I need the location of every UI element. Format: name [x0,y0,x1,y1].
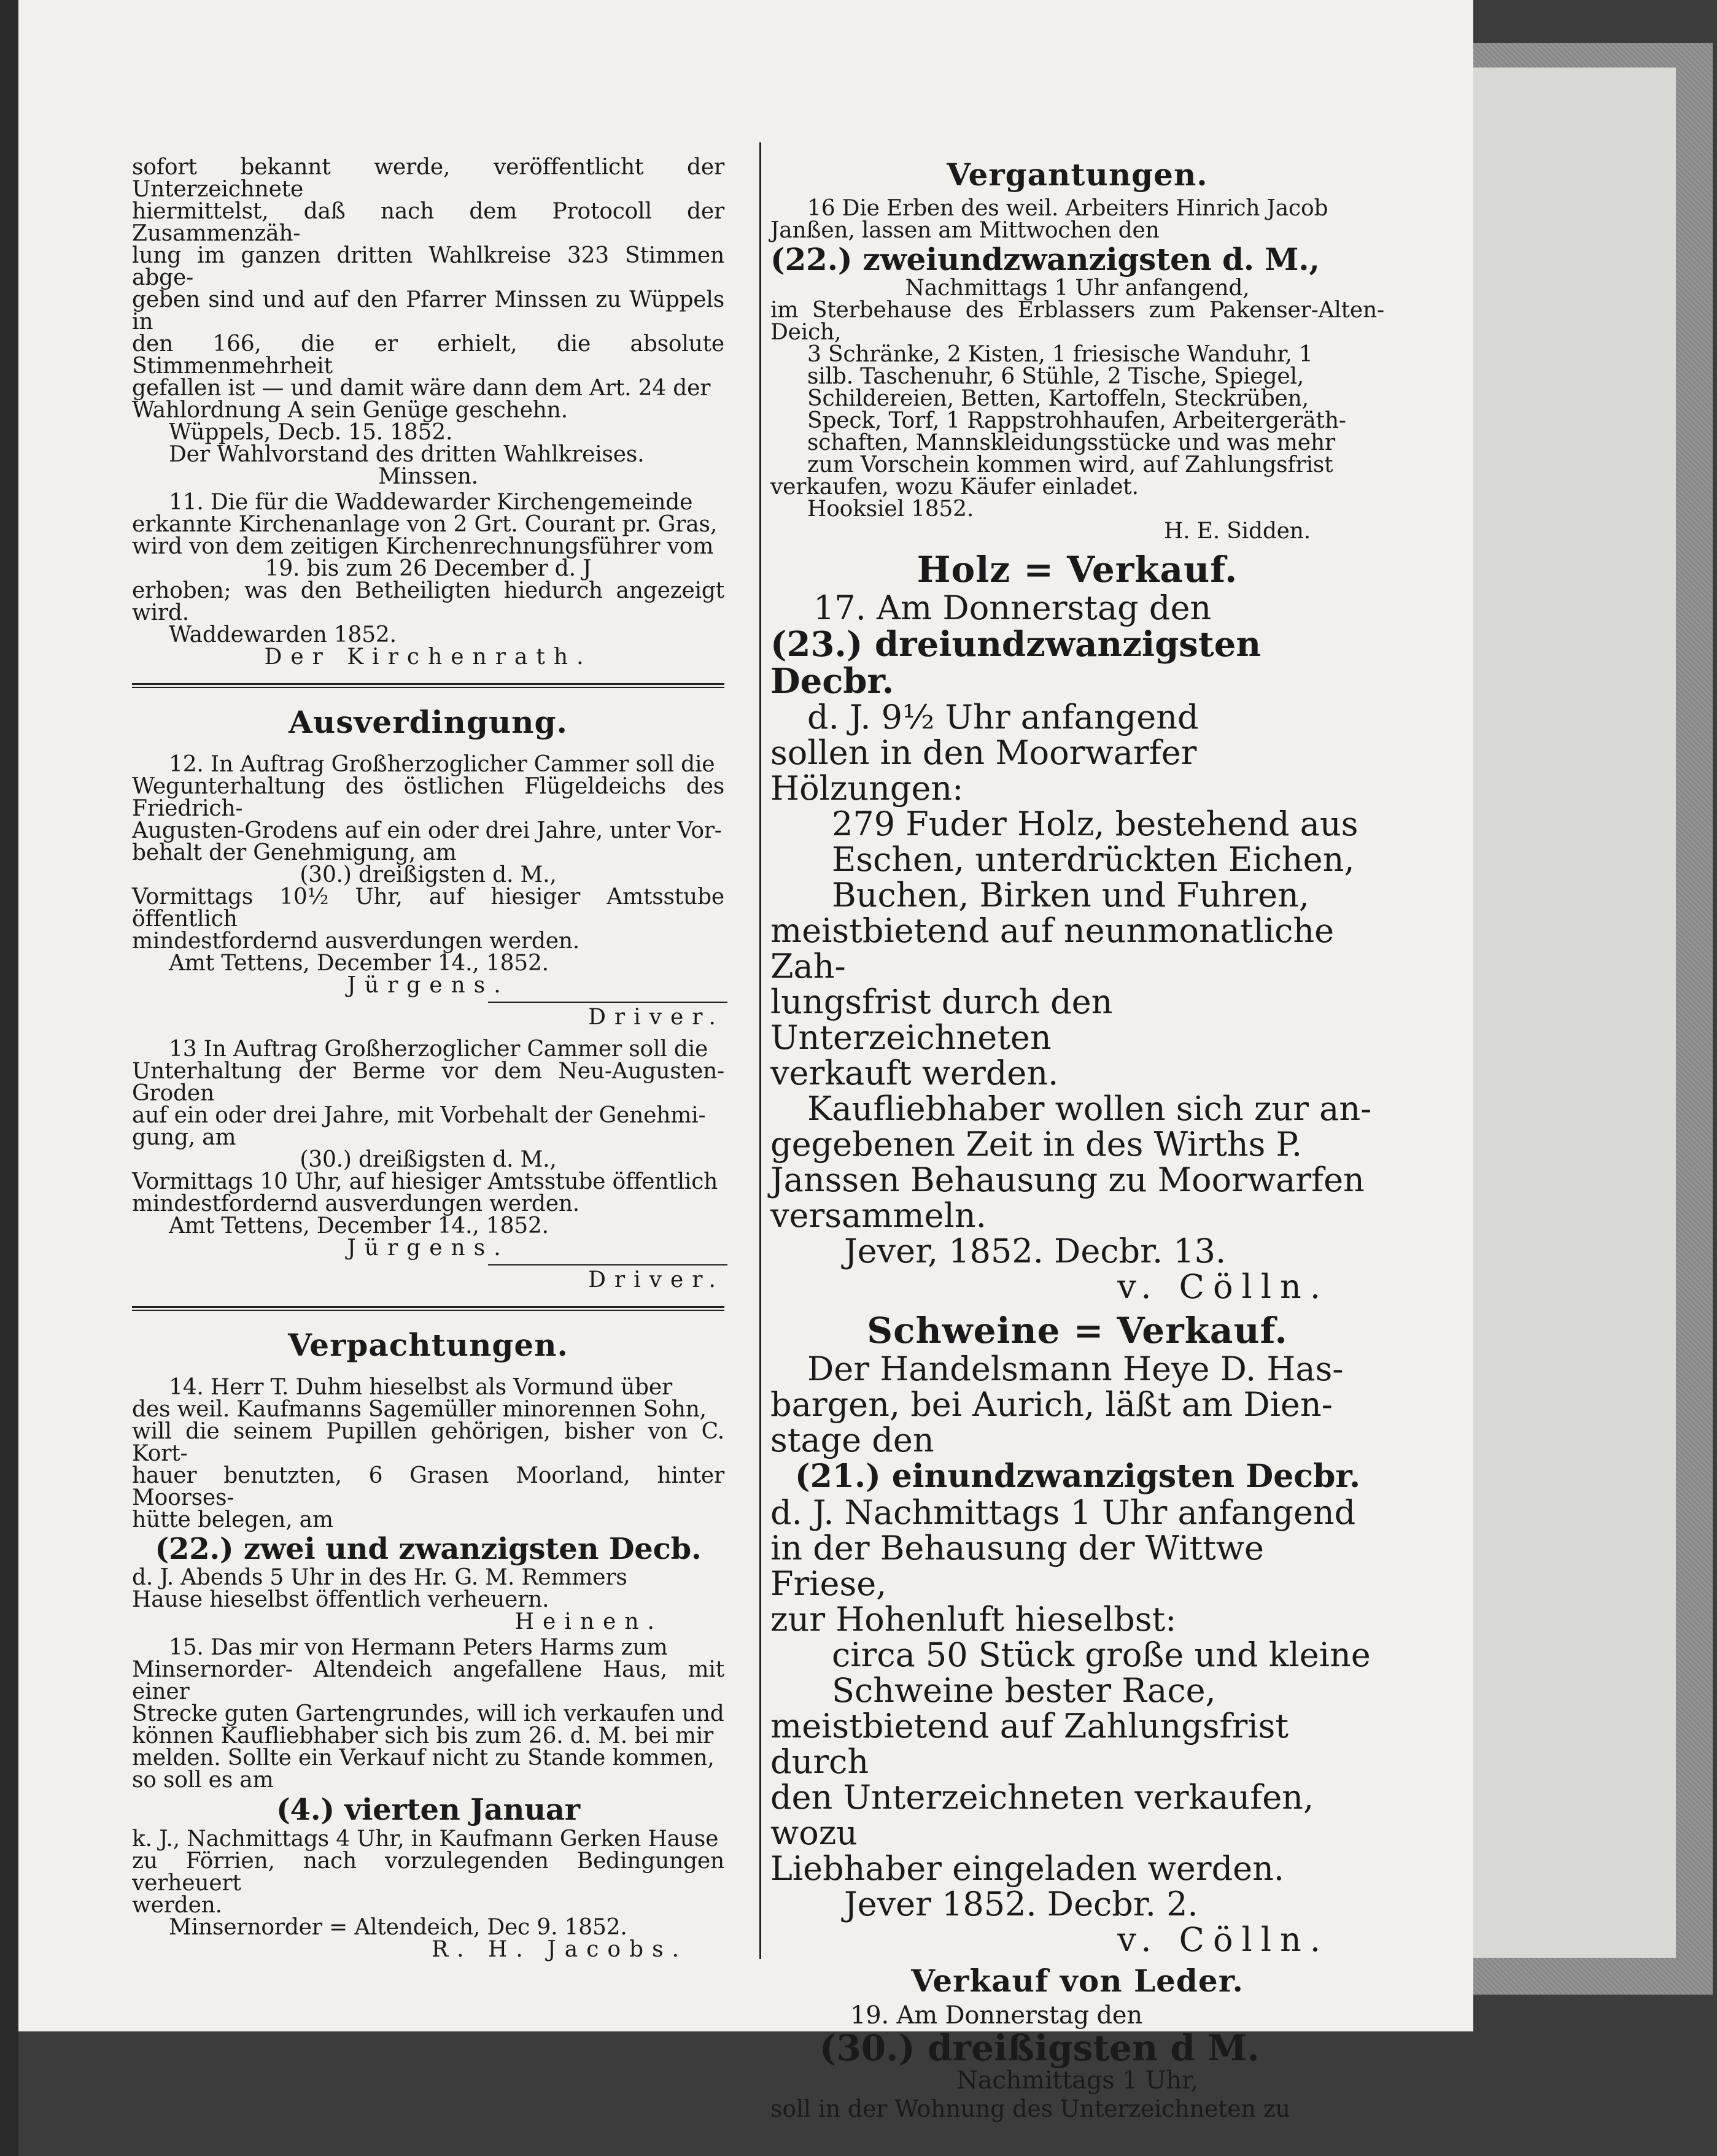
text-line: Schildereien, Betten, Kartoffeln, Steckrüben, [807,386,1309,411]
place: Minsernorder = Altendeich, Dec 9. 1852. [169,1915,627,1940]
text-line: hiermittelst, daß nach dem Protocoll der Zusammenzäh- [132,199,724,246]
date-line: (22.) zwei und zwanzigsten Decb. [155,1532,702,1566]
text-line: Strecke guten Gartengrundes, will ich verkaufen und [132,1701,724,1726]
text-line: bargen, bei Aurich, läßt am Dien- [770,1385,1333,1424]
place-date: Wüppels, Decb. 15. 1852. [169,420,453,445]
text-line: im Sterbehause des Erblassers zum Pakenser-Alten-Deich, [770,298,1384,345]
text-line: d. J. Nachmittags 1 Uhr anfangend [770,1493,1356,1532]
text-line: geben sind und auf den Pfarrer Minssen zu Wüppels in [132,287,724,334]
signature: R. H. Jacobs. [432,1937,688,1962]
text-line: sollen in den Moorwarfer Hölzungen: [770,733,1197,808]
section-leder-verkauf [770,1963,1384,2123]
text-line: 14. Herr T. Duhm hieselbst als Vormund über [169,1375,673,1400]
section-schweine-verkauf [770,1310,1384,1958]
text-line: stage den [770,1421,934,1459]
column-divider [759,142,761,1959]
text-line: Eschen, unterdrückten Eichen, [832,840,1355,879]
signature: Driver. [588,1005,724,1030]
text-line: den 166, die er erhielt, die absolute Stimmenmehrheit [132,331,724,379]
text-line: Wahlordnung A sein Genüge geschehn. [132,398,568,423]
place: Amt Tettens, December 14., 1852. [169,951,549,976]
text-line: gung, am [132,1125,236,1150]
place: Jever 1852. Decbr. 2. [844,1885,1198,1923]
date-line: 19. bis zum 26 December d. J [265,556,592,581]
right-column [770,156,1384,2123]
signature: Jürgens. [347,1235,510,1261]
section-ausverdingung [132,704,724,1291]
date-line: (30.) dreißigsten d. M., [300,1147,557,1172]
notice-13 [132,1038,724,1291]
section-heading: Verkauf von Leder. [911,1963,1244,1999]
section-heading: Schweine = Verkauf. [867,1310,1288,1351]
signature-rule [488,1002,727,1003]
text-line: in der Behausung der Wittwe Friese, [770,1529,1265,1603]
text-line: 19. Am Donnerstag den [850,2001,1142,2030]
text-line: des weil. Kaufmanns Sagemüller minorennen Sohn, [132,1397,707,1422]
text-line: Liebhaber eingeladen werden. [770,1849,1285,1888]
signature: H. E. Sidden. [1163,519,1311,544]
text-line: verkauft werden. [770,1054,1059,1092]
notice-15 [132,1637,724,1961]
signature: Minssen. [378,464,478,489]
text-line: 17. Am Donnerstag den [813,589,1212,627]
text-line: Vormittags 10½ Uhr, auf hiesiger Amtsstube öffentlich [132,884,724,932]
text-line: 11. Die für die Waddewarder Kirchengemeinde [169,490,693,515]
text-line: soll in der Wohnung des Unterzeichneten zu [770,2095,1290,2122]
section-rule [132,683,724,688]
text-line: hütte belegen, am [132,1507,333,1532]
date-line: (30.) dreißigsten d M. [820,2027,1260,2069]
text-line: will die seinem Pupillen gehörigen, bisher von C. Kort- [132,1419,724,1466]
text-line: d. J. Abends 5 Uhr in des Hr. G. M. Remmers [132,1565,627,1590]
signature-rule [488,1264,727,1265]
place: Waddewarden 1852. [169,622,397,647]
text-line: zur Hohenluft hieselbst: [770,1600,1177,1639]
text-line: melden. Sollte ein Verkauf nicht zu Stande kommen, [132,1745,715,1771]
text-line: sofort bekannt werde, veröffentlicht der Unterzeichnete [132,155,724,202]
notice-12 [132,754,724,1029]
text-line: Vormittags 10 Uhr, auf hiesiger Amtsstube öffentlich [132,1169,718,1194]
text-line: Hause hieselbst öffentlich verheuern. [132,1587,549,1612]
left-column [132,156,724,1961]
section-heading: Vergantungen. [947,156,1208,193]
time-line: Nachmittags 1 Uhr, [956,2066,1199,2095]
board-name: Der Wahlvorstand des dritten Wahlkreises. [169,442,645,467]
signature: Driver. [588,1267,724,1292]
signature: v. Cölln. [1117,1920,1329,1959]
text-line: versammeln. [770,1196,986,1235]
text-line: Janßen, lassen am Mittwochen den [770,218,1160,243]
text-line: Minsernorder- Altendeich angefallene Haus, mit einer [132,1657,724,1704]
text-line: 13 In Auftrag Großherzoglicher Cammer soll die [169,1037,708,1062]
text-line: schaften, Mannskleidungsstücke und was mehr [807,430,1335,455]
text-line: 12. In Auftrag Großherzoglicher Cammer soll die [169,752,715,777]
place: Amt Tettens, December 14., 1852. [169,1213,549,1238]
text-line: mindestfordernd ausverdungen werden. [132,1191,580,1216]
notice-11 [132,492,724,668]
text-line: wird von dem zeitigen Kirchenrechnungsführer vom [132,534,714,559]
text-line: mindestfordernd ausverdungen werden. [132,929,580,954]
date-line: (30.) dreißigsten d. M., [300,862,557,887]
newspaper-page [18,0,1473,2122]
section-holz-verkauf [770,549,1384,1305]
section-rule [132,1306,724,1311]
signature: Der Kirchenrath. [264,644,592,670]
book-gutter [0,0,18,2156]
text-line: zum Vorschein kommen wird, auf Zahlungsfrist [807,452,1333,477]
text-line: Speck, Torf, 1 Rappstrohhaufen, Arbeitergeräth- [807,408,1346,433]
text-line: Schweine bester Race, [832,1671,1216,1710]
text-line: Kaufliebhaber wollen sich zur an- [807,1089,1372,1128]
text-line: werden. [132,1893,222,1918]
text-line: silb. Taschenuhr, 6 Stühle, 2 Tische, Spiegel, [807,364,1304,389]
section-vergantungen [770,156,1384,543]
date-line: (21.) einundzwanzigsten Decbr. [795,1458,1361,1495]
text-line: k. J., Nachmittags 4 Uhr, in Kaufmann Gerken Hause [132,1826,719,1852]
text-line: verkaufen, wozu Käufer einladet. [770,474,1139,500]
text-line: lungsfrist durch den Unterzeichneten [770,983,1113,1057]
text-line: 15. Das mir von Hermann Peters Harms zum [169,1635,668,1660]
text-line: Janssen Behausung zu Moorwarfen [770,1161,1365,1199]
text-line: gefallen ist — und damit wäre dann dem Art. 24 der [132,376,711,401]
place: Hooksiel 1852. [807,496,974,522]
text-line: so soll es am [132,1768,274,1793]
signature: v. Cölln. [1117,1267,1329,1306]
section-verpachtungen [132,1327,724,1961]
text-line: gegebenen Zeit in des Wirths P. [770,1125,1303,1164]
signature: Heinen. [514,1609,663,1634]
text-line: Der Handelsmann Heye D. Has- [807,1350,1344,1388]
text-line: Wegunterhaltung des östlichen Flügeldeichs des Friedrich- [132,774,724,821]
place: Jever, 1852. Decbr. 13. [844,1232,1227,1270]
text-line: lung im ganzen dritten Wahlkreise 323 Stimmen abge- [132,243,724,290]
intro-notice [132,156,724,488]
text-line: meistbietend auf neunmonatliche Zah- [770,911,1335,986]
text-line: zu Förrien, nach vorzulegenden Bedingungen verheuert [132,1849,724,1896]
text-line: Unterhaltung der Berme vor dem Neu-Augusten-Groden [132,1059,724,1106]
text-line: 279 Fuder Holz, bestehend aus [832,805,1358,843]
text-line: Buchen, Birken und Fuhren, [832,876,1309,914]
text-line: 16 Die Erben des weil. Arbeiters Hinrich Jacob [807,196,1328,221]
text-line: circa 50 Stück große und kleine [832,1636,1371,1674]
book-endpaper [1467,68,1676,1958]
text-line: Augusten-Grodens auf ein oder drei Jahre, unter Vor- [132,818,722,843]
text-line: hauer benutzten, 6 Grasen Moorland, hinter Moorses- [132,1463,724,1510]
signature: Jürgens. [347,973,510,998]
date-line: (4.) vierten Januar [276,1793,580,1827]
section-heading: Verpachtungen. [288,1327,568,1363]
text-line: auf ein oder drei Jahre, mit Vorbehalt der Genehmi- [132,1103,706,1128]
date-line: (22.) zweiundzwanzigsten d. M., [770,241,1320,277]
text-line: erkannte Kirchenanlage von 2 Grt. Courant pr. Gras, [132,512,718,537]
text-line: erhoben; was den Betheiligten hiedurch angezeigt wird. [132,578,724,625]
date-line: (23.) dreiundzwanzigsten Decbr. [770,624,1262,701]
text-line: 3 Schränke, 2 Kisten, 1 friesische Wanduhr, 1 [807,342,1313,367]
text-line: den Unterzeichneten verkaufen, wozu [770,1778,1314,1852]
text-line: meistbietend auf Zahlungsfrist durch [770,1707,1289,1781]
notice-14 [132,1377,724,1633]
text-line: behalt der Genehmigung, am [132,840,457,865]
text-line: können Kaufliebhaber sich bis zum 26. d. M. bei mir [132,1723,714,1748]
time-line: Nachmittags 1 Uhr anfangend, [905,276,1250,301]
text-line: d. J. 9½ Uhr anfangend [807,698,1199,736]
section-heading: Ausverdingung. [289,704,568,740]
section-heading: Holz = Verkauf. [917,549,1238,590]
